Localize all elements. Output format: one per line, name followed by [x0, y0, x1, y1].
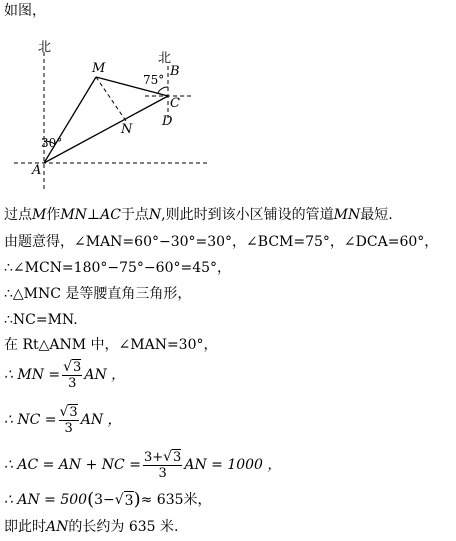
label-north-left: 北	[38, 40, 52, 55]
solution-line-1: 过点M作MN⊥AC于点N,则此时到该小区铺设的管道MN最短.	[4, 207, 393, 223]
solution-line-3: ∴∠MCN=180°−75°−60°=45°，	[4, 260, 232, 276]
solution-line-9: ∴ AC = AN + NC = $\frac{3+√3}{3}$ AN = 1000 ，	[4, 449, 282, 481]
intro-text: 如图，	[4, 3, 46, 19]
fraction-sqrt3-over-3: $\frac{√3}{3}$	[63, 359, 82, 391]
label-A: A	[32, 163, 42, 178]
fraction-sqrt3-over-3-b: $\frac{√3}{3}$	[59, 404, 78, 436]
angle-arc-75	[158, 87, 168, 93]
segment-AM	[44, 77, 96, 163]
fraction-3-plus-sqrt3-over-3: $\frac{3+√3}{3}$	[143, 449, 182, 481]
solution-line-10: ∴ AN = 500 ( 3− √ 3 ) ≈ 635米，	[4, 489, 212, 510]
solution-line-4: ∴△MNC 是等腰直角三角形，	[4, 286, 192, 302]
geometry-figure	[0, 32, 456, 222]
label-B: B	[170, 64, 180, 79]
label-D: D	[162, 114, 173, 129]
label-C: C	[170, 96, 180, 111]
label-angle-75: 75°	[143, 73, 165, 87]
label-N: N	[121, 122, 133, 137]
solution-line-7: ∴ MN = $\frac{√3}{3}$ AN ，	[4, 359, 126, 391]
label-M: M	[92, 61, 106, 76]
solution-line-2: 由题意得，∠MAN=60°−30°=30°，∠BCM=75°，∠DCA=60°，	[4, 234, 439, 250]
solution-line-6: 在 Rt△ANM 中，∠MAN=30°，	[4, 337, 218, 353]
solution-line-11: 即此时AN的长约为 635 米.	[4, 519, 179, 535]
solution-line-5: ∴NC=MN.	[4, 312, 78, 328]
label-angle-30: 30°	[41, 136, 63, 150]
segment-AC	[44, 96, 168, 163]
solution-line-8: ∴ NC = $\frac{√3}{3}$ AN ，	[4, 404, 122, 436]
label-north-right: 北	[158, 51, 172, 66]
